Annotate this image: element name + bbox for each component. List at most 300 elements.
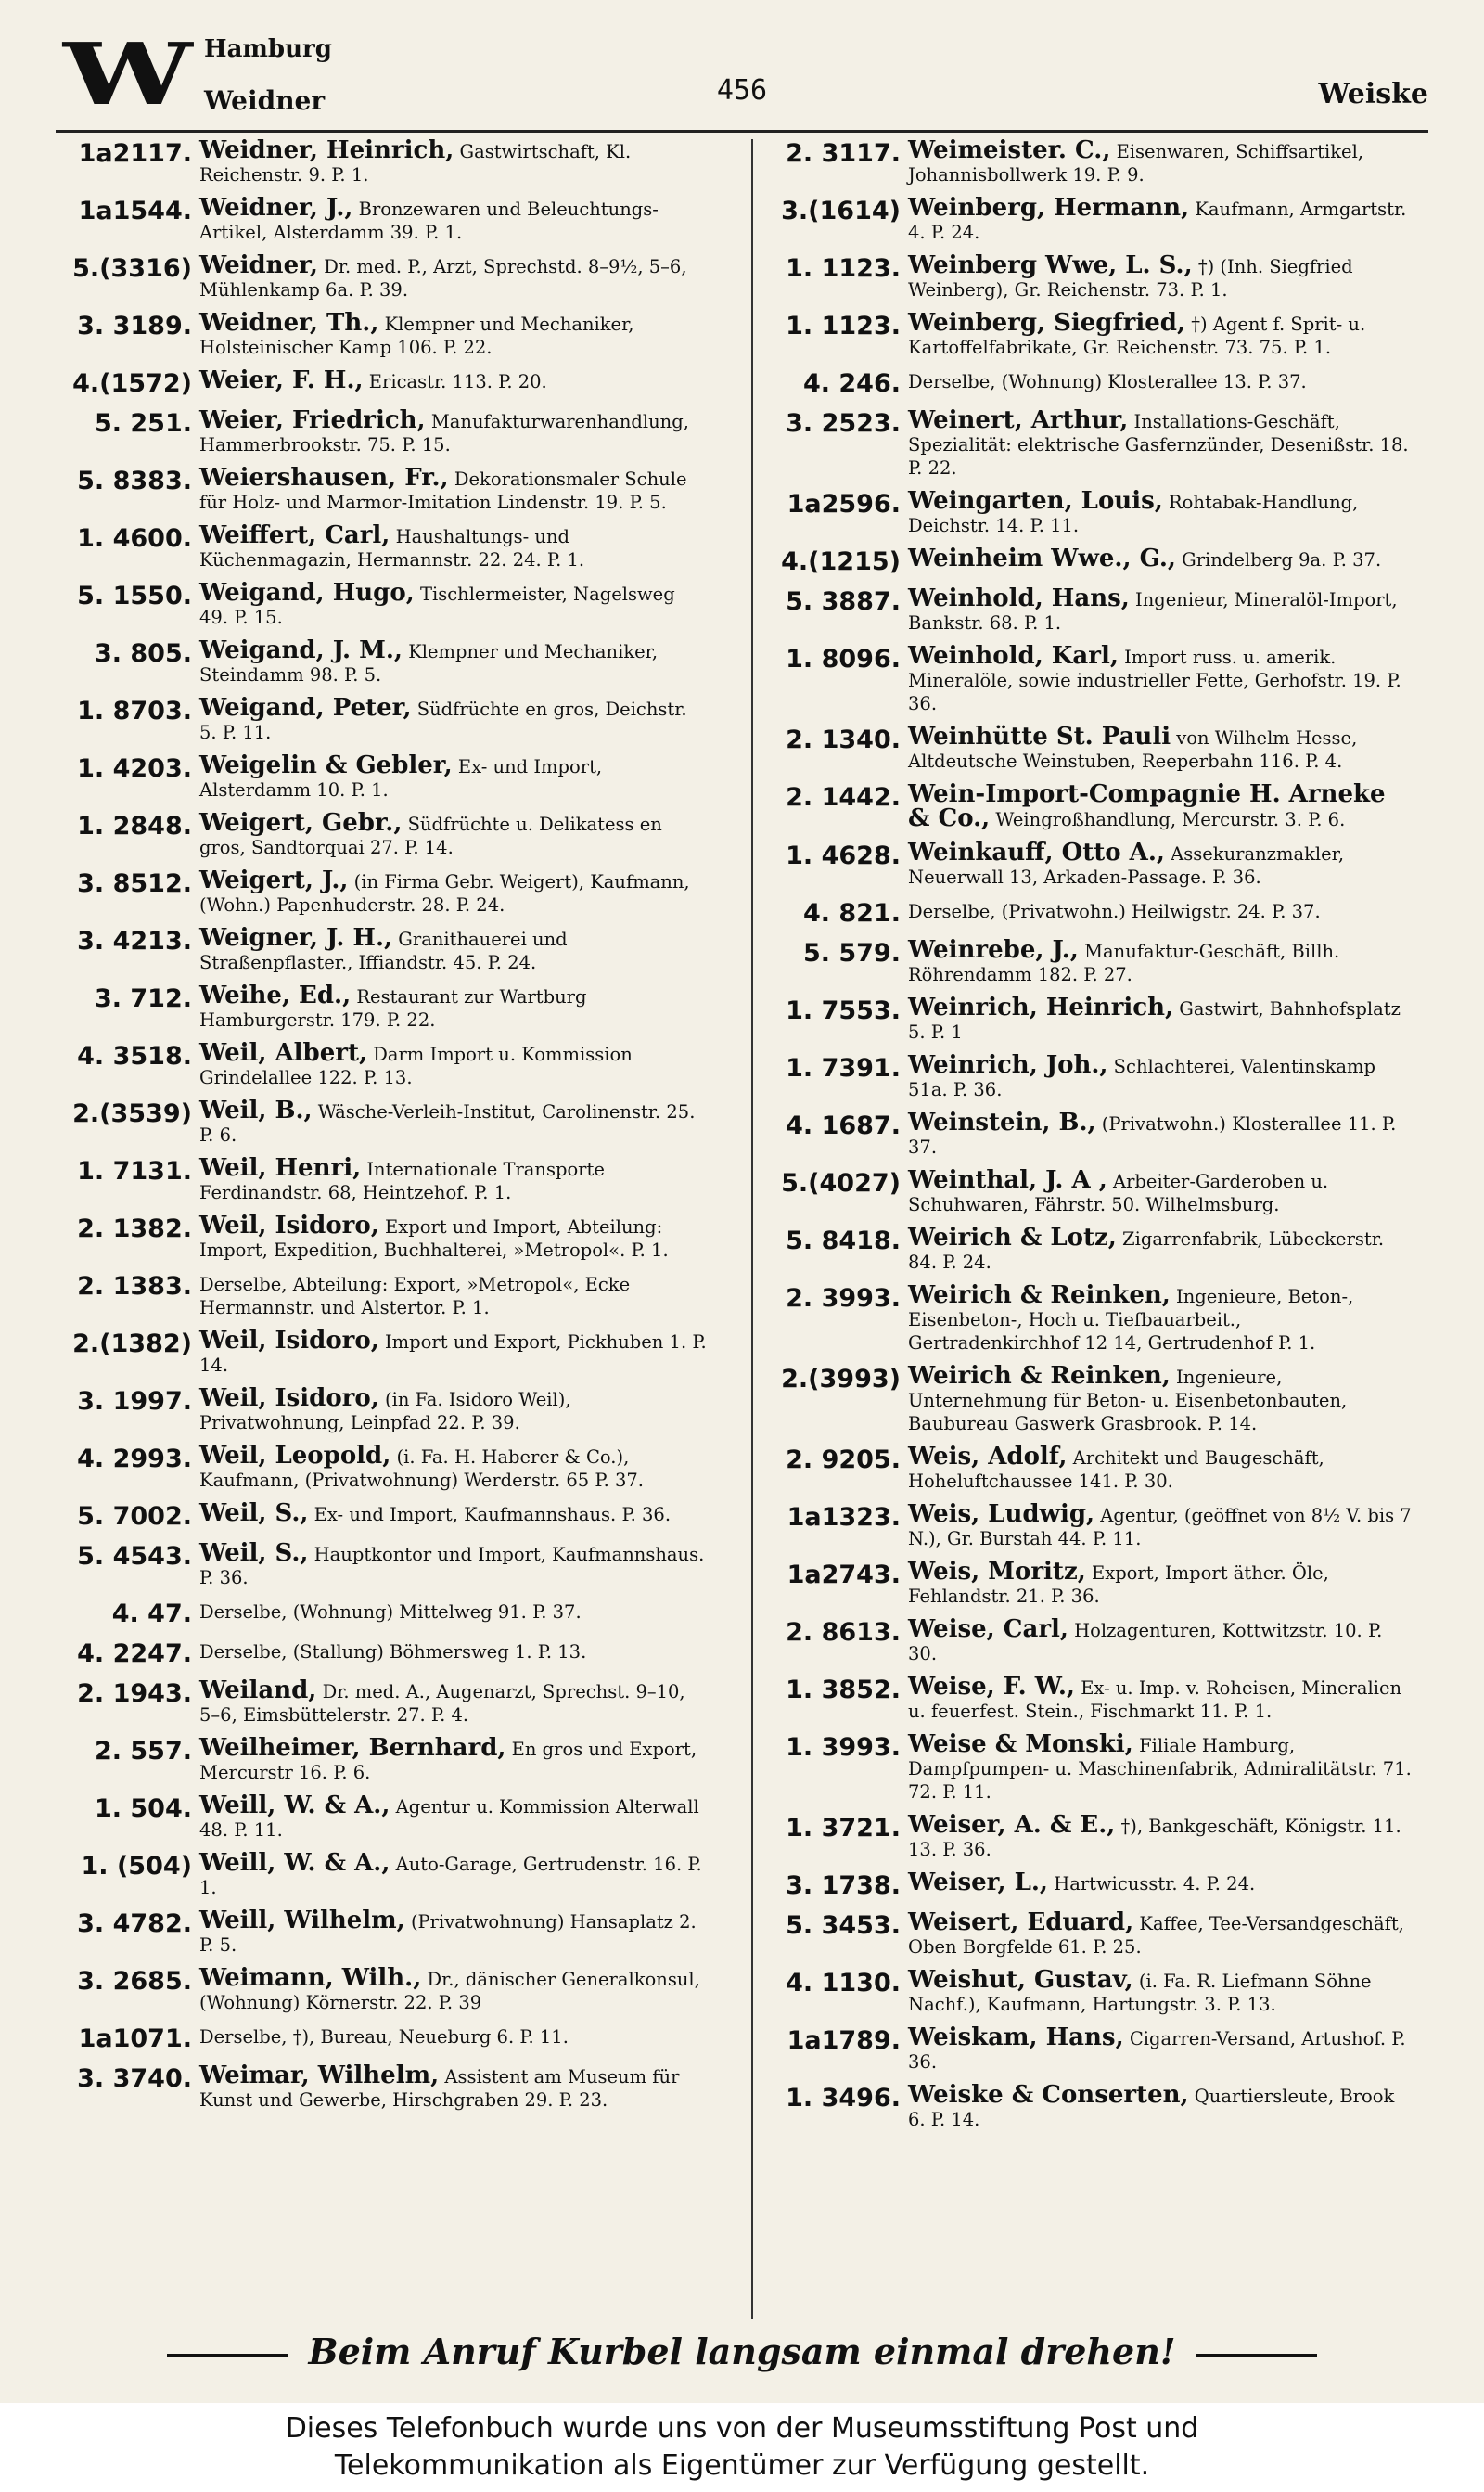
entry-text <box>908 487 1415 537</box>
entry-text <box>908 1224 1415 1274</box>
phone-number: 3. 2685. <box>77 1967 192 1996</box>
entry-text <box>199 464 707 514</box>
subscriber-name: Weigner, J. H., <box>199 924 393 952</box>
ownership-note-line-2: Telekommunikation als Eigentümer zur Verfügung gestellt. <box>334 2449 1150 2482</box>
entry-details: Gastwirtschaft, Kl. Reichenstr. 9. P. 1. <box>199 141 632 186</box>
subscriber-name: Weise, F. W., <box>908 1673 1075 1701</box>
subscriber-name: Weill, W. & A., <box>199 1849 390 1877</box>
entry-details: Dr. med. P., Arzt, Sprechstd. 8–9½, 5–6, Mühlenkamp 6a. P. 39. <box>199 256 687 301</box>
directory-entry <box>766 1966 1415 2016</box>
entry-details: Ex- u. Imp. v. Roheisen, Mineralien u. feuerfest. Stein., Fischmarkt 11. P. 1. <box>908 1677 1402 1722</box>
entry-details: Dr., dänischer Generalkonsul, (Wohnung) Körnerstr. 22. P. 39 <box>199 1969 700 2013</box>
directory-entry <box>58 1214 707 1262</box>
entry-text <box>199 136 707 186</box>
entry-details: Export, Import äther. Öle, Fehlandstr. 21. P. 36. <box>908 1562 1329 1607</box>
entry-text <box>908 780 1415 832</box>
entry-text <box>199 1599 707 1624</box>
subscriber-name: Weinberg, Hermann, <box>908 194 1190 222</box>
entry-details: Holzagenturen, Kottwitzstr. 10. P. 30. <box>908 1620 1383 1664</box>
entry-details: †) Agent f. Sprit- u. Kartoffelfabrikate, Gr. Reichenstr. 73. 75. P. 1. <box>908 314 1366 358</box>
entry-details: Südfrüchte en gros, Deichstr. 5. P. 11. <box>199 699 687 743</box>
entry-text <box>908 1908 1415 1959</box>
entry-details: Manufakturwarenhandlung, Hammerbrookstr. 75. P. 15. <box>199 411 689 456</box>
directory-entry <box>58 751 707 802</box>
phone-number: 5. 3887. <box>786 587 901 616</box>
phone-number: 1. 4600. <box>77 524 192 553</box>
directory-entry <box>58 1499 707 1532</box>
entry-text <box>908 1281 1415 1355</box>
entry-details: Wäsche-Verleih-Institut, Carolinenstr. 25. P. 6. <box>199 1101 696 1146</box>
phone-number: 2. 1943. <box>77 1679 192 1708</box>
entry-text <box>199 751 707 802</box>
phone-number: 1a1323. <box>787 1503 901 1532</box>
entry-text <box>908 1111 1415 1159</box>
directory-entry <box>58 579 707 629</box>
directory-entry <box>58 1794 707 1842</box>
subscriber-name: Weill, Wilhelm, <box>199 1907 405 1934</box>
last-entry-name: Weiske <box>1318 78 1428 110</box>
entry-text <box>908 642 1415 715</box>
phone-number: 5. 3453. <box>786 1911 901 1940</box>
subscriber-name: Weidner, J., <box>199 194 353 222</box>
subscriber-name: Weinrebe, J., <box>908 936 1079 964</box>
entry-text <box>908 194 1415 244</box>
phone-number: 1. 8703. <box>77 697 192 726</box>
directory-entry <box>766 996 1415 1044</box>
entry-details: †) (Inh. Siegfried Weinberg), Gr. Reichenstr. 73. P. 1. <box>908 256 1353 301</box>
entry-text <box>908 251 1415 302</box>
directory-entry <box>766 1673 1415 1723</box>
entry-details: Agentur u. Kommission Alterwall 48. P. 11. <box>199 1796 699 1841</box>
directory-entry <box>766 1362 1415 1435</box>
phone-number: 1. 7553. <box>786 996 901 1025</box>
entry-text <box>908 1500 1415 1550</box>
directory-entry <box>766 780 1415 832</box>
subscriber-name: Weise, Carl, <box>908 1615 1068 1643</box>
subscriber-name: Weis, Moritz, <box>908 1558 1086 1586</box>
subscriber-name: Weil, Isidoro, <box>199 1327 379 1355</box>
phone-number: 2. 557. <box>94 1737 192 1766</box>
subscriber-name: Weidner, Th., <box>199 309 379 337</box>
entry-details: (i. Fa. R. Liefmann Söhne Nachf.), Kaufmann, Hartungstr. 3. P. 13. <box>908 1971 1372 2015</box>
subscriber-name: Weinhold, Hans, <box>908 584 1130 612</box>
entry-details: Ex- und Import, Kaufmannshaus. P. 36. <box>313 1504 672 1525</box>
phone-number: 4. 47. <box>111 1599 192 1628</box>
entry-details: Gastwirt, Bahnhofsplatz 5. P. 1 <box>908 998 1401 1043</box>
entry-text <box>908 996 1415 1044</box>
directory-entry <box>766 2081 1415 2131</box>
phone-number: 4. 246. <box>802 369 901 398</box>
directory-entry <box>58 1676 707 1727</box>
subscriber-name: Weiskam, Hans, <box>908 2023 1124 2051</box>
phone-number: 1. 3721. <box>786 1814 901 1843</box>
entry-details: Manufaktur-Geschäft, Billh. Röhrendamm 182. P. 27. <box>908 941 1340 985</box>
entry-details: Ingenieure, Unternehmung für Beton- u. Eisenbetonbauten, Baubureau Gaswerk Grasbrook. P. 14. <box>908 1367 1348 1434</box>
subscriber-name: Weirich & Reinken, <box>908 1281 1171 1309</box>
entry-text <box>908 369 1415 393</box>
slogan-rule-left <box>167 2354 288 2357</box>
entry-details: Export und Import, Abteilung: Import, Expedition, Buchhalterei, »Metropol«. P. 1. <box>199 1216 669 1261</box>
entry-text <box>908 1966 1415 2016</box>
entry-details: Grindelberg 9a. P. 37. <box>1182 549 1382 571</box>
entry-text <box>199 1539 707 1589</box>
phone-number: 5. 1550. <box>77 582 192 610</box>
subscriber-name: Weiser, A. & E., <box>908 1811 1116 1839</box>
directory-entry <box>766 1908 1415 1959</box>
directory-entry <box>766 2023 1415 2074</box>
entry-details: Architekt und Baugeschäft, Hoheluftchaussee 141. P. 30. <box>908 1447 1324 1492</box>
subscriber-name: Weil, Isidoro, <box>199 1384 379 1412</box>
entry-details: Derselbe, (Privatwohn.) Heilwigstr. 24. P. 37. <box>908 901 1321 922</box>
subscriber-name: Weinert, Arthur, <box>908 406 1129 434</box>
directory-entry <box>58 1039 707 1089</box>
directory-entry <box>58 309 707 359</box>
phone-number: 3. 712. <box>94 984 192 1013</box>
entry-text <box>908 1811 1415 1861</box>
phone-number: 3. 4213. <box>77 927 192 956</box>
subscriber-name: Weis, Ludwig, <box>908 1500 1095 1528</box>
entry-details: Schlachterei, Valentinskamp 51a. P. 36. <box>908 1056 1376 1100</box>
entry-text <box>908 936 1415 986</box>
entry-text <box>199 1849 707 1899</box>
subscriber-name: Weiershausen, Fr., <box>199 464 449 492</box>
entry-details: von Wilhelm Hesse, Altdeutsche Weinstuben, Reeperbahn 116. P. 4. <box>908 727 1358 772</box>
directory-entry <box>58 809 707 859</box>
directory-entry <box>766 1811 1415 1861</box>
entry-text <box>908 899 1415 923</box>
directory-entry <box>766 1730 1415 1804</box>
phone-number: 1. 1123. <box>786 254 901 283</box>
entry-text <box>199 694 707 744</box>
directory-entry <box>766 1281 1415 1355</box>
phone-number: 4. 2247. <box>77 1639 192 1668</box>
phone-number: 3. 8512. <box>77 869 192 898</box>
subscriber-name: Weinstein, B., <box>908 1109 1096 1137</box>
directory-entry <box>766 1051 1415 1101</box>
subscriber-name: Weil, Leopold, <box>199 1442 391 1470</box>
directory-entry <box>58 1154 707 1204</box>
subscriber-name: Weilheimer, Bernhard, <box>199 1734 506 1762</box>
entry-text <box>199 924 707 974</box>
directory-entry <box>58 636 707 687</box>
directory-entry <box>58 1329 707 1377</box>
directory-entry <box>58 1442 707 1492</box>
subscriber-name: Weier, Friedrich, <box>199 406 426 434</box>
directory-entry <box>58 2024 707 2054</box>
entry-details: Derselbe, (Wohnung) Klosterallee 13. P. 37. <box>908 371 1307 392</box>
phone-number: 3. 1997. <box>77 1387 192 1416</box>
directory-entry <box>58 464 707 514</box>
entry-text <box>908 723 1415 773</box>
page-header <box>56 24 1428 133</box>
phone-number: 2. 8613. <box>786 1618 901 1647</box>
phone-number: 2.(3539) <box>72 1099 192 1128</box>
left-column <box>58 136 707 2122</box>
entry-details: Restaurant zur Wartburg Hamburgerstr. 179. P. 22. <box>199 986 587 1031</box>
subscriber-name: Weinhütte St. Pauli <box>908 723 1171 751</box>
directory-entry <box>766 309 1415 359</box>
entry-text <box>199 521 707 572</box>
entry-text <box>199 406 707 456</box>
entry-details: Klempner und Mechaniker, Holsteinischer Kamp 106. P. 22. <box>199 314 634 358</box>
subscriber-name: Weishut, Gustav, <box>908 1966 1133 1994</box>
phone-number: 5. 8383. <box>77 467 192 495</box>
directory-entry <box>58 136 707 186</box>
directory-entry <box>766 487 1415 537</box>
entry-text <box>908 1445 1415 1493</box>
phone-number: 2.(1382) <box>72 1329 192 1358</box>
directory-entry <box>58 406 707 456</box>
phone-number: 1a1544. <box>78 197 192 225</box>
slogan-rule-right <box>1196 2354 1317 2357</box>
entry-text <box>199 1272 707 1319</box>
directory-entry <box>766 584 1415 635</box>
subscriber-name: Weidner, Heinrich, <box>199 136 454 164</box>
subscriber-name: Weinberg, Siegfried, <box>908 309 1186 337</box>
entry-text <box>199 1734 707 1784</box>
phone-number: 5. 579. <box>802 939 901 968</box>
entry-details: Weingroßhandlung, Mercurstr. 3. P. 6. <box>995 809 1346 830</box>
phone-number: 1. 1123. <box>786 312 901 340</box>
phone-number: 2. 1340. <box>786 726 901 754</box>
column-divider <box>751 139 753 2319</box>
subscriber-name: Weimar, Wilhelm, <box>199 2062 440 2089</box>
phone-number: 2. 1382. <box>77 1214 192 1243</box>
subscriber-name: Weil, Isidoro, <box>199 1212 379 1240</box>
entry-text <box>199 1099 707 1147</box>
directory-entry <box>766 136 1415 186</box>
subscriber-name: Weigand, J. M., <box>199 636 403 664</box>
entry-text <box>199 251 707 302</box>
entry-details: Assekuranzmakler, Neuerwall 13, Arkaden-Passage. P. 36. <box>908 843 1345 888</box>
phone-number: 2. 1383. <box>77 1272 192 1301</box>
entry-text <box>908 2081 1415 2131</box>
entry-details: Dr. med. A., Augenarzt, Sprechst. 9–10, 5–6, Eimsbüttelerstr. 27. P. 4. <box>199 1681 685 1726</box>
entry-details: Auto-Garage, Gertrudenstr. 16. P. 1. <box>199 1854 702 1898</box>
entry-text <box>199 984 707 1032</box>
entry-text <box>908 136 1415 186</box>
subscriber-name: Weigert, J., <box>199 867 349 894</box>
entry-details: (in Fa. Isidoro Weil), Privatwohnung, Leinpfad 22. P. 39. <box>199 1389 571 1433</box>
entry-text <box>199 366 707 394</box>
entry-text <box>199 1676 707 1727</box>
city-name: Hamburg <box>204 35 332 63</box>
directory-entry <box>58 869 707 917</box>
entry-text <box>199 1329 707 1377</box>
entry-details: Ericastr. 113. P. 20. <box>368 371 547 392</box>
entry-text <box>199 1639 707 1663</box>
phone-number: 3. 2523. <box>786 409 901 438</box>
phone-number: 2.(3993) <box>781 1365 901 1394</box>
phone-number: 1a2743. <box>787 1561 901 1589</box>
entry-details: Import russ. u. amerik. Mineralöle, sowie industrieller Fette, Gerhofstr. 19. P. 36. <box>908 647 1401 714</box>
phone-number: 5. 4543. <box>77 1542 192 1571</box>
phone-number: 3. 1738. <box>786 1871 901 1900</box>
page-number: 456 <box>716 74 768 107</box>
entry-details: (Privatwohn.) Klosterallee 11. P. 37. <box>908 1113 1397 1158</box>
entry-details: Ingenieur, Mineralöl-Import, Bankstr. 68. P. 1. <box>908 589 1398 634</box>
subscriber-name: Weiske & Conserten, <box>908 2081 1189 2109</box>
entry-details: Kaufmann, Armgartstr. 4. P. 24. <box>908 199 1407 243</box>
subscriber-name: Weil, S., <box>199 1539 309 1567</box>
entry-details: Ingenieure, Beton-, Eisenbeton-, Hoch u. Tiefbauarbeit., Gertradenkirchhof 12 14, Gertrudenhof P. 1. <box>908 1286 1354 1354</box>
entry-text <box>199 2064 707 2112</box>
entry-details: Assistent am Museum für Kunst und Gewerbe, Hirschgraben 29. P. 23. <box>199 2066 680 2111</box>
entry-details: Derselbe, (Wohnung) Mittelweg 91. P. 37. <box>199 1601 582 1623</box>
directory-entry <box>58 366 707 399</box>
subscriber-name: Weinthal, J. A , <box>908 1166 1107 1194</box>
phone-number: 5.(3316) <box>72 254 192 283</box>
entry-details: †), Bankgeschäft, Königstr. 11. 13. P. 36. <box>908 1816 1401 1860</box>
entry-text <box>199 1214 707 1262</box>
directory-entry <box>766 1558 1415 1608</box>
subscriber-name: Weiser, L., <box>908 1869 1048 1896</box>
phone-number: 1. 2848. <box>77 812 192 841</box>
directory-entry <box>58 1099 707 1147</box>
entry-text <box>908 841 1415 889</box>
phone-number: 4. 3518. <box>77 1042 192 1071</box>
phone-number: 1a2117. <box>78 139 192 168</box>
phone-number: 1. 4203. <box>77 754 192 783</box>
directory-entry <box>58 521 707 572</box>
entry-text <box>908 1558 1415 1608</box>
entry-details: Zigarrenfabrik, Lübeckerstr. 84. P. 24. <box>908 1228 1385 1273</box>
subscriber-name: Weil, Albert, <box>199 1039 368 1067</box>
subscriber-name: Weirich & Lotz, <box>908 1224 1117 1252</box>
directory-entry <box>766 194 1415 244</box>
phone-number: 1. 3993. <box>786 1733 901 1762</box>
first-entry-name: Weidner <box>204 85 326 116</box>
directory-entry <box>58 1539 707 1589</box>
phone-number: 2. 1442. <box>786 783 901 812</box>
phone-number: 1. 3496. <box>786 2084 901 2113</box>
entry-text <box>199 1794 707 1842</box>
subscriber-name: Weirich & Reinken, <box>908 1362 1171 1390</box>
entry-details: Derselbe, (Stallung) Böhmersweg 1. P. 13. <box>199 1641 587 1663</box>
entry-text <box>199 1964 707 2014</box>
phone-number: 2. 3117. <box>786 139 901 168</box>
ownership-note <box>0 2403 1484 2492</box>
subscriber-name: Weigelin & Gebler, <box>199 751 453 779</box>
entry-text <box>908 547 1415 572</box>
subscriber-name: Weimeister. C., <box>908 136 1111 164</box>
phone-number: 4.(1572) <box>72 369 192 398</box>
right-column <box>766 136 1415 2141</box>
directory-entry <box>766 251 1415 302</box>
entry-text <box>908 1730 1415 1804</box>
entry-details: Arbeiter-Garderoben u. Schuhwaren, Fährstr. 50. Wilhelmsburg. <box>908 1171 1329 1215</box>
entry-text <box>199 1384 707 1434</box>
subscriber-name: Weiland, <box>199 1676 317 1704</box>
entry-text <box>199 1039 707 1089</box>
phone-number: 1. 7131. <box>77 1157 192 1186</box>
phone-number: 1a2596. <box>787 490 901 519</box>
entry-details: Agentur, (geöffnet von 8½ V. bis 7 N.), Gr. Burstah 44. P. 11. <box>908 1505 1412 1549</box>
entry-text <box>908 1051 1415 1101</box>
directory-entry <box>58 1272 707 1319</box>
directory-entry <box>766 1111 1415 1159</box>
entry-details: (in Firma Gebr. Weigert), Kaufmann, (Wohn.) Papenhuderstr. 28. P. 24. <box>199 871 690 916</box>
subscriber-name: Weinkauff, Otto A., <box>908 839 1165 867</box>
directory-entry <box>58 194 707 244</box>
directory-entry <box>766 642 1415 715</box>
subscriber-name: Weil, Henri, <box>199 1154 362 1182</box>
subscriber-name: Weier, F. H., <box>199 366 364 394</box>
subscriber-name: Weimann, Wilh., <box>199 1964 422 1992</box>
entry-details: Hartwicusstr. 4. P. 24. <box>1054 1873 1256 1895</box>
entry-details: Hauptkontor und Import, Kaufmannshaus. P. 36. <box>199 1544 705 1588</box>
directory-entry <box>58 1639 707 1669</box>
subscriber-name: Weidner, <box>199 251 318 279</box>
directory-entry <box>766 406 1415 480</box>
subscriber-name: Weis, Adolf, <box>908 1443 1068 1471</box>
subscriber-name: Weigand, Hugo, <box>199 579 415 607</box>
directory-entry <box>766 936 1415 986</box>
directory-entry <box>58 2064 707 2112</box>
directory-entry <box>766 841 1415 889</box>
entry-text <box>908 2023 1415 2074</box>
section-letter: W <box>63 24 193 124</box>
directory-entry <box>766 723 1415 773</box>
phone-number: 1. 8096. <box>786 645 901 674</box>
entry-text <box>199 579 707 629</box>
subscriber-name: Weinrich, Joh., <box>908 1051 1108 1079</box>
entry-details: Dekorationsmaler Schule für Holz- und Marmor-Imitation Lindenstr. 19. P. 5. <box>199 469 687 513</box>
directory-entry <box>58 984 707 1032</box>
directory-entry <box>766 1224 1415 1274</box>
entry-text <box>908 1166 1415 1216</box>
entry-details: Tischlermeister, Nagelsweg 49. P. 15. <box>199 584 675 628</box>
entry-text <box>199 2024 707 2049</box>
entry-text <box>199 636 707 687</box>
entry-details: Eisenwaren, Schiffsartikel, Johannisbollwerk 19. P. 9. <box>908 141 1364 186</box>
entry-details: Derselbe, Abteilung: Export, »Metropol«, Ecke Hermannstr. und Alstertor. P. 1. <box>199 1274 631 1318</box>
directory-entry <box>58 1734 707 1784</box>
ownership-note-line-1: Dieses Telefonbuch wurde uns von der Museumsstiftung Post und <box>285 2412 1199 2445</box>
entry-details: Import und Export, Pickhuben 1. P. 14. <box>199 1331 707 1376</box>
phone-number: 2. 3993. <box>786 1284 901 1313</box>
entry-details: Darm Import u. Kommission Grindelallee 122. P. 13. <box>199 1044 633 1088</box>
phone-number: 1. 504. <box>94 1794 192 1823</box>
entry-text <box>908 1362 1415 1435</box>
phone-number: 1. 7391. <box>786 1054 901 1083</box>
phone-number: 1. 4628. <box>786 841 901 870</box>
phone-number: 5. 251. <box>94 409 192 438</box>
directory-entry <box>766 547 1415 577</box>
directory-entry <box>766 1445 1415 1493</box>
entry-details: Filiale Hamburg, Dampfpumpen- u. Maschinenfabrik, Admiralitätstr. 71. 72. P. 11. <box>908 1735 1412 1803</box>
entry-details: Internationale Transporte Ferdinandstr. 68, Heintzehof. P. 1. <box>199 1159 605 1203</box>
directory-entry <box>766 1615 1415 1665</box>
entry-text <box>199 809 707 859</box>
directory-entry <box>766 1871 1415 1901</box>
phone-number: 3. 4782. <box>77 1909 192 1938</box>
entry-text <box>908 1673 1415 1723</box>
slogan <box>0 2331 1484 2372</box>
phone-number: 3. 3189. <box>77 312 192 340</box>
entry-details: Derselbe, †), Bureau, Neueburg 6. P. 11. <box>199 2026 569 2048</box>
phone-number: 2. 9205. <box>786 1445 901 1474</box>
phone-number: 5.(4027) <box>781 1169 901 1198</box>
entry-text <box>199 1442 707 1492</box>
directory-entry <box>766 899 1415 929</box>
directory-entry <box>766 369 1415 399</box>
phone-number: 5. 8418. <box>786 1227 901 1255</box>
phone-number: 4. 1130. <box>786 1969 901 1997</box>
phone-number: 4.(1215) <box>781 547 901 576</box>
phone-number: 3. 3740. <box>77 2064 192 2093</box>
entry-details: Südfrüchte u. Delikatess en gros, Sandtorquai 27. P. 14. <box>199 814 662 858</box>
